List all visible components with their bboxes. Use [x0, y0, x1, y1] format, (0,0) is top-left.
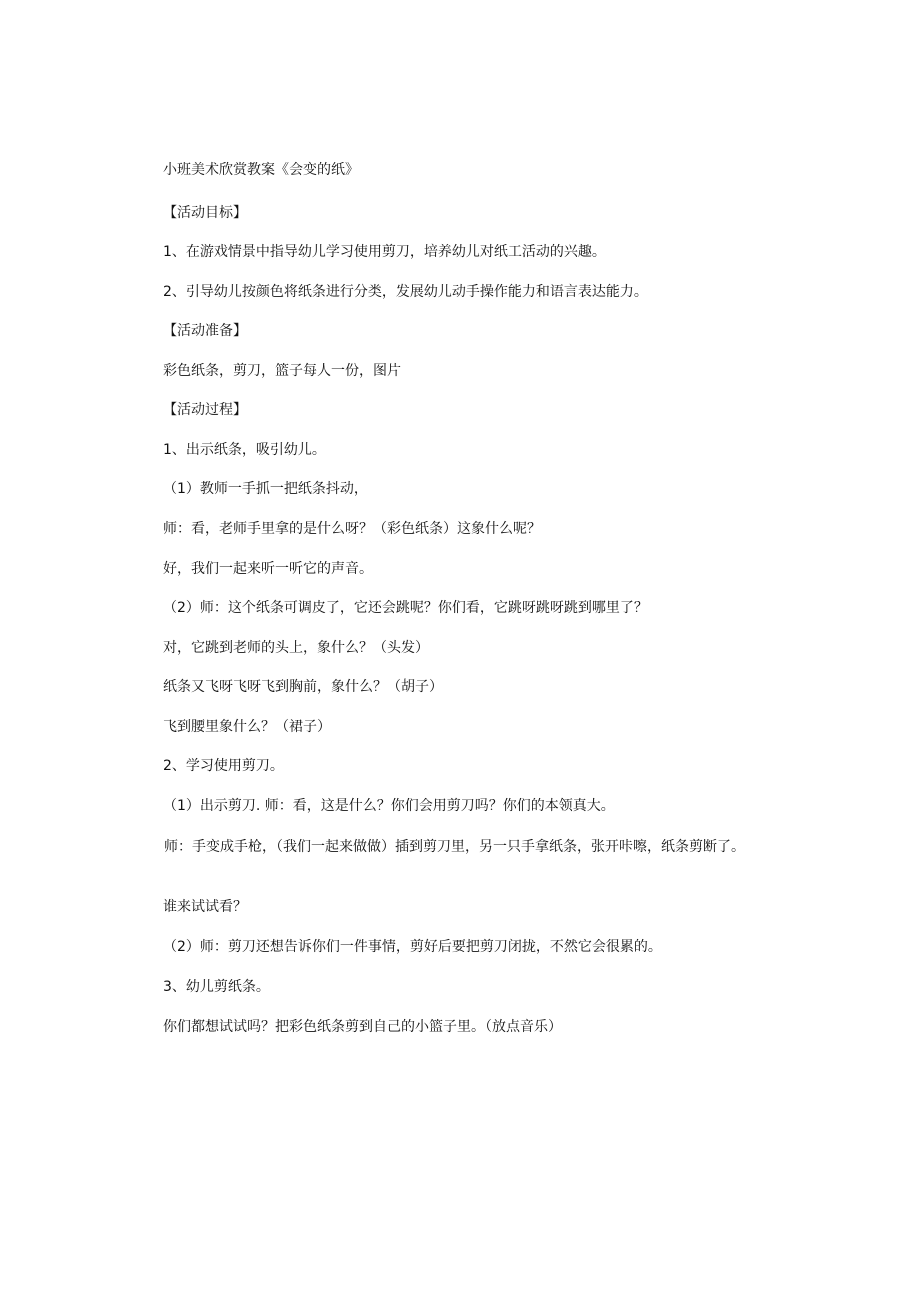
step-1: 1、出示纸条，吸引幼儿。: [163, 442, 326, 458]
dialogue-line-g: 谁来试试看？: [163, 899, 247, 915]
document-title: 小班美术欣赏教案《会变的纸》: [163, 162, 359, 178]
step-3: 3、幼儿剪纸条。: [163, 979, 270, 995]
goal-2: 2、引导幼儿按颜色将纸条进行分类，发展幼儿动手操作能力和语言表达能力。: [163, 284, 648, 300]
dialogue-line-a: 师：看，老师手里拿的是什么呀？（彩色纸条）这象什么呢？: [163, 521, 541, 537]
dialogue-line-c: 对，它跳到老师的头上，象什么？（头发）: [163, 640, 429, 656]
dialogue-line-e: 飞到腰里象什么？（裙子）: [163, 719, 331, 735]
goals-heading: 【活动目标】: [163, 205, 247, 221]
goal-1: 1、在游戏情景中指导幼儿学习使用剪刀，培养幼儿对纸工活动的兴趣。: [163, 244, 606, 260]
step-1-1: （1）教师一手抓一把纸条抖动，: [163, 481, 368, 497]
prep-heading: 【活动准备】: [163, 323, 247, 339]
prep-text: 彩色纸条，剪刀，篮子每人一份，图片: [163, 363, 401, 379]
process-heading: 【活动过程】: [163, 402, 247, 418]
step-2-1: （1）出示剪刀. 师：看，这是什么？你们会用剪刀吗？你们的本领真大。: [163, 798, 615, 814]
dialogue-line-f: 师：手变成手枪，（我们一起来做做）插到剪刀里，另一只手拿纸条，张开咔嚓，纸条剪断了。: [164, 839, 745, 855]
dialogue-line-b: 好，我们一起来听一听它的声音。: [163, 561, 373, 577]
step-2: 2、学习使用剪刀。: [163, 758, 284, 774]
dialogue-line-h: 你们都想试试吗？把彩色纸条剪到自己的小篮子里。（放点音乐）: [163, 1019, 562, 1035]
step-1-2: （2）师：这个纸条可调皮了，它还会跳呢？你们看，它跳呀跳呀跳到哪里了？: [163, 600, 648, 616]
step-2-2: （2）师：剪刀还想告诉你们一件事情，剪好后要把剪刀闭拢，不然它会很累的。: [163, 939, 662, 955]
dialogue-line-d: 纸条又飞呀飞呀飞到胸前，象什么？（胡子）: [163, 679, 443, 695]
